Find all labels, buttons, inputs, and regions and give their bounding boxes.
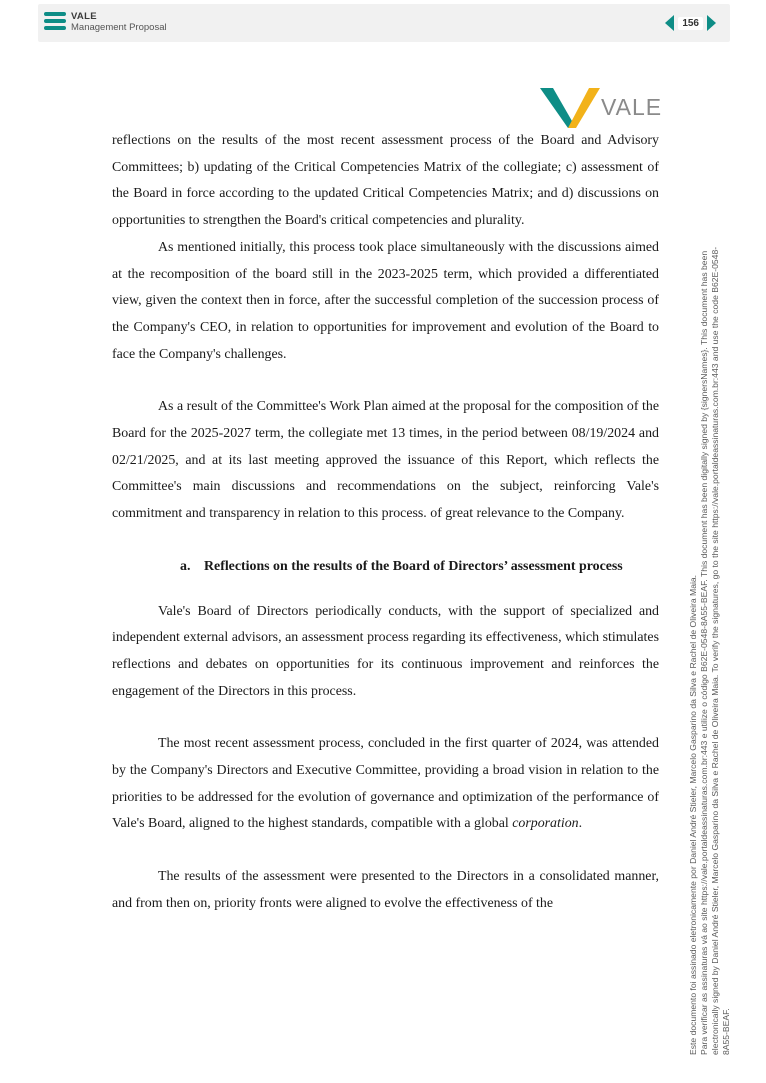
paragraph-3: As a result of the Committee's Work Plan aimed at the proposal for the composition of the Board for the 2025-2027 term, the collegiate met 13 times, in the period between 08/19/2024 and 02/21/2025, and at its last meeting approved the issuance of this Report, which reflects the Committee's main discussions and recommendations on the subject, reinforcing Vale's commitment and transparency in relation to this process. of great relevance to the Company. [112, 399, 659, 522]
signature-note-line-4: 8A55-BEAF. [721, 1008, 731, 1055]
paragraph-5-text: The most recent assessment process, concluded in the first quarter of 2024, was attended by the Company's Directors and Executive Committee, providing a broad vision in relation to the priorities to be addressed for the evolution of governance and optimization of the performance of Vale's Board, aligned to the highest standards, compatible with a global [112, 736, 659, 832]
paragraph-5-end: . [578, 816, 583, 832]
header-bar [38, 4, 730, 42]
signature-note-line-1: Este documento foi assinado eletronicamente por Daniel André Stieler, Marcelo Gasparino da Silva e Rachel de Oliveira Maia. [688, 574, 698, 1055]
paragraph-6: The results of the assessment were presented to the Directors in a consolidated manner, and from then on, priority fronts were aligned to evolve the effectiveness of the [112, 869, 659, 911]
logo-text: VALE [601, 94, 663, 120]
paragraph-5 [112, 731, 659, 838]
previous-page-icon[interactable] [665, 15, 674, 31]
page-number: 156 [678, 17, 703, 30]
section-heading [112, 554, 659, 581]
header-subtitle: Management Proposal [71, 22, 167, 33]
header-brand: VALE [71, 11, 97, 22]
document-body [112, 128, 659, 918]
vale-logo-mark-icon [540, 84, 600, 130]
next-page-icon[interactable] [707, 15, 716, 31]
paragraph-4: Vale's Board of Directors periodically conducts, with the support of specialized and independent external advisors, an assessment process regarding its effectiveness, which stimulates reflections and debates on opportunities for its continuous improvement and reinforces the engagement of the Directors in this process. [112, 603, 659, 699]
section-marker: a. [180, 558, 191, 574]
vale-logo [540, 84, 663, 130]
paragraph-5-italic: corporation [512, 816, 579, 832]
signature-note-line-3: electronically signed by Daniel André Stieler, Marcelo Gasparino da Silva e Rachel de Oliveira Maia. To verify the signatures, go to the site https://vale.portaldeassinaturas.com.br:443 and use the code B62E-0548- [710, 246, 720, 1055]
section-title: Reflections on the results of the Board of Directors’ assessment process [204, 558, 623, 574]
paragraph-1: reflections on the results of the most recent assessment process of the Board and Advisory Committees; b) updating of the Critical Competencies Matrix of the collegiate; c) assessment of the Board in force according to the updated Critical Competencies Matrix; and d) discussions on opportunities to strengthen the Board's critical competencies and plurality. [112, 133, 659, 229]
signature-note-line-2: Para verificar as assinaturas vá ao site https://vale.portaldeassinaturas.com.br:443 e utilize o código B62E-0548-8A55-BEAF. This document has been digitally signed by {signersNames}. This document has been [699, 250, 709, 1055]
page-navigator [665, 14, 716, 32]
signature-note [688, 80, 732, 1055]
menu-icon[interactable] [44, 12, 66, 32]
paragraph-2: As mentioned initially, this process took place simultaneously with the discussions aimed at the recomposition of the board still in the 2023-2025 term, which provided a differentiated view, given the context then in force, after the successful completion of the succession process of the Company's CEO, in relation to opportunities for improvement and evolution of the Board to face the Company's challenges. [112, 239, 659, 362]
